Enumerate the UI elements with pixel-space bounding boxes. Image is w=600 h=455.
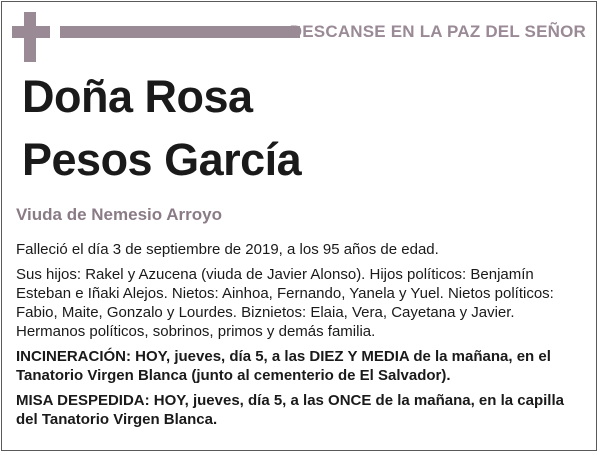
obituary-card (1, 1, 597, 451)
deceased-name-line2: Pesos García (22, 134, 302, 185)
header-divider (60, 26, 300, 38)
cross-icon-bar (12, 26, 50, 38)
mass-notice: MISA DESPEDIDA: HOY, jueves, día 5, a las ONCE de la mañana, en la capilla del Tanatorio Virgen Blanca. (16, 392, 564, 428)
family-list: Sus hijos: Rakel y Azucena (viuda de Javier Alonso). Hijos políticos: Benjamín Esteban e Iñaki Alejos. Nietos: Ainhoa, Fernando, Yanela y Yuel. Nietos políticos: Fabio, Maite, Gonzalo y Lourdes. Biznietos: Elaia, Vera, Cayetana y Javier. Hermanos políticos, sobrinos, primos y demás familia. (16, 266, 554, 340)
header-label: DESCANSE EN LA PAZ DEL SEÑOR (289, 22, 586, 41)
deceased-subtitle: Viuda de Nemesio Arroyo (16, 205, 222, 224)
deceased-name-line1: Doña Rosa (22, 71, 253, 122)
obituary-body (16, 240, 586, 435)
death-notice: Falleció el día 3 de septiembre de 2019, a los 95 años de edad. (16, 241, 439, 258)
incineration-notice: INCINERACIÓN: HOY, jueves, día 5, a las DIEZ Y MEDIA de la mañana, en el Tanatorio Virgen Blanca (junto al cementerio de El Salvador). (16, 348, 551, 384)
